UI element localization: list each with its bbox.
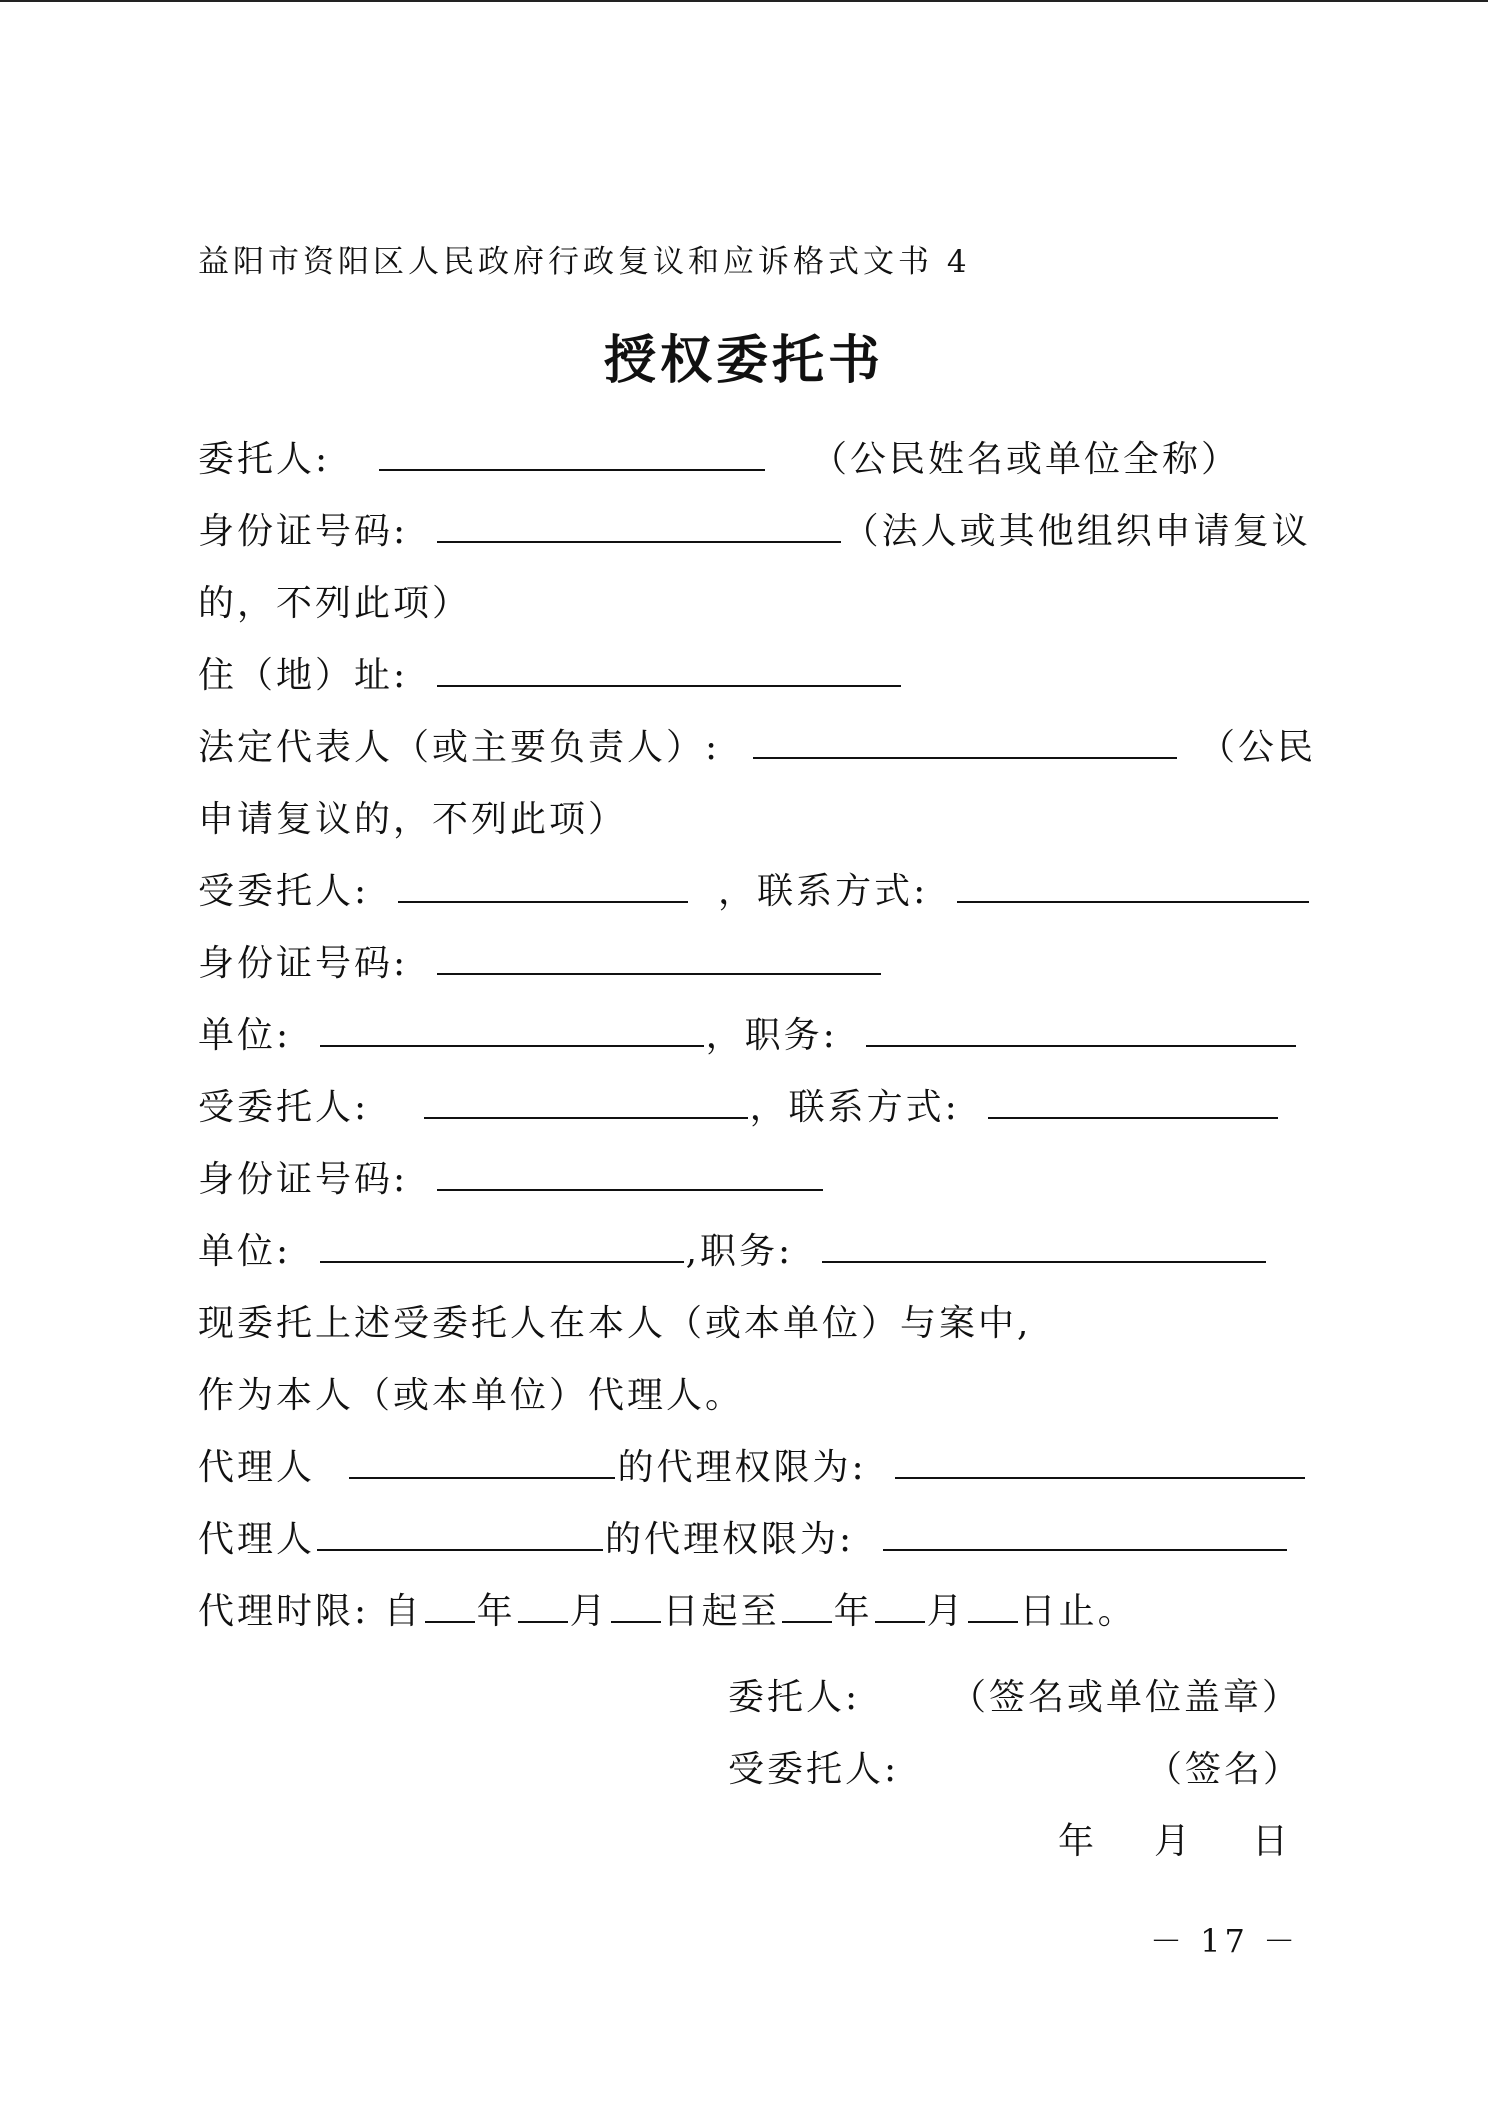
agent1-id-label: 身份证号码: — [198, 943, 409, 984]
authority-scope-label-2: 的代理权限为: — [605, 1519, 855, 1560]
signature-principal-note: （签名或单位盖章） — [950, 1677, 1302, 1718]
term-year-word: 年 — [476, 1591, 516, 1632]
statement-line-1: 现委托上述受委托人在本人（或本单位）与案中, — [198, 1303, 1032, 1344]
agent1-post-blank[interactable] — [866, 1015, 1296, 1047]
agent2-post-blank[interactable] — [822, 1231, 1266, 1263]
signature-agent-note: （签名） — [1146, 1749, 1303, 1790]
authority-agent-word: 代理人 — [198, 1447, 316, 1488]
term-end-year-blank[interactable] — [782, 1591, 832, 1623]
agent1-post-label: 职务: — [744, 1015, 838, 1056]
document-title: 授权委托书 — [603, 330, 884, 391]
principal-note: （公民姓名或单位全称） — [811, 439, 1241, 480]
agent2-separator: ， — [749, 1087, 789, 1128]
authority-scope2-blank[interactable] — [883, 1519, 1287, 1551]
term-month-word-2: 月 — [926, 1591, 966, 1632]
principal-id-label: 身份证号码: — [198, 511, 409, 552]
address-blank[interactable] — [437, 655, 901, 687]
agent2-contact-label: 联系方式: — [788, 1087, 960, 1128]
term-start-year-blank[interactable] — [425, 1591, 475, 1623]
authority-line-1 — [198, 1444, 1307, 1492]
term-line — [198, 1588, 1137, 1636]
signature-year: 年 — [1058, 1821, 1098, 1862]
agent1-id-blank[interactable] — [437, 943, 881, 975]
agent1-contact-label: 联系方式: — [757, 871, 929, 912]
term-end-month-blank[interactable] — [875, 1591, 925, 1623]
legal-rep-label: 法定代表人（或主要负责人）: — [198, 727, 721, 768]
term-day-to: 日止。 — [1019, 1591, 1137, 1632]
signature-agent-label: 受委托人: — [728, 1749, 900, 1790]
signature-principal-label: 委托人: — [728, 1677, 861, 1718]
principal-id-note-cont: 的，不列此项） — [198, 583, 472, 624]
signature-day: 日 — [1252, 1821, 1292, 1862]
agent2-id-line — [198, 1156, 825, 1204]
authority-line-2 — [198, 1516, 1289, 1564]
agent2-contact-blank[interactable] — [988, 1087, 1278, 1119]
term-month-word: 月 — [569, 1591, 609, 1632]
agent1-unit-separator: ， — [705, 1015, 745, 1056]
agent2-unit-label: 单位: — [198, 1231, 292, 1272]
address-label: 住（地）址: — [198, 655, 409, 696]
legal-rep-note-cont: 申请复议的，不列此项） — [198, 799, 628, 840]
agent2-unit-line — [198, 1228, 1268, 1276]
agent1-separator: ， — [718, 871, 758, 912]
agent1-contact-blank[interactable] — [957, 871, 1309, 903]
authority-scope-label: 的代理权限为: — [617, 1447, 867, 1488]
signature-month: 月 — [1154, 1821, 1194, 1862]
principal-label: 委托人: — [198, 439, 331, 480]
legal-rep-note: （公民 — [1199, 727, 1317, 768]
principal-id-line — [198, 508, 1311, 556]
principal-line — [198, 436, 1240, 484]
statement-line-2: 作为本人（或本单位）代理人。 — [198, 1375, 745, 1416]
document-header: 益阳市资阳区人民政府行政复议和应诉格式文书 4 — [198, 244, 971, 280]
agent2-post-label: 职务: — [700, 1231, 794, 1272]
legal-rep-line — [198, 724, 1316, 772]
agent2-name-blank[interactable] — [424, 1087, 748, 1119]
term-prefix: 代理时限: 自 — [198, 1591, 423, 1632]
authority-scope1-blank[interactable] — [895, 1447, 1305, 1479]
page-number: － 17 － — [1150, 1922, 1300, 1960]
term-start-month-blank[interactable] — [518, 1591, 568, 1623]
agent2-unit-separator: , — [685, 1231, 701, 1272]
principal-id-note: （法人或其他组织申请复议 — [842, 511, 1311, 552]
authority-agent1-blank[interactable] — [349, 1447, 615, 1479]
authority-agent2-blank[interactable] — [317, 1519, 603, 1551]
agent1-unit-label: 单位: — [198, 1015, 292, 1056]
agent2-id-label: 身份证号码: — [198, 1159, 409, 1200]
agent1-unit-blank[interactable] — [320, 1015, 704, 1047]
agent1-id-line — [198, 940, 883, 988]
agent1-label: 受委托人: — [198, 871, 370, 912]
agent1-unit-line — [198, 1012, 1298, 1060]
authority-agent-word-2: 代理人 — [198, 1519, 316, 1560]
agent1-line — [198, 868, 1311, 916]
term-start-day-blank[interactable] — [611, 1591, 661, 1623]
agent2-id-blank[interactable] — [437, 1159, 823, 1191]
legal-rep-blank[interactable] — [753, 727, 1177, 759]
term-day-from: 日起至 — [662, 1591, 780, 1632]
address-line — [198, 652, 903, 700]
principal-name-blank[interactable] — [379, 439, 765, 471]
principal-id-blank[interactable] — [437, 511, 841, 543]
term-end-day-blank[interactable] — [968, 1591, 1018, 1623]
agent2-line — [198, 1084, 1280, 1132]
top-border-line — [0, 0, 1488, 2]
agent1-name-blank[interactable] — [398, 871, 688, 903]
agent2-unit-blank[interactable] — [320, 1231, 684, 1263]
term-year-word-2: 年 — [833, 1591, 873, 1632]
agent2-label: 受委托人: — [198, 1087, 370, 1128]
